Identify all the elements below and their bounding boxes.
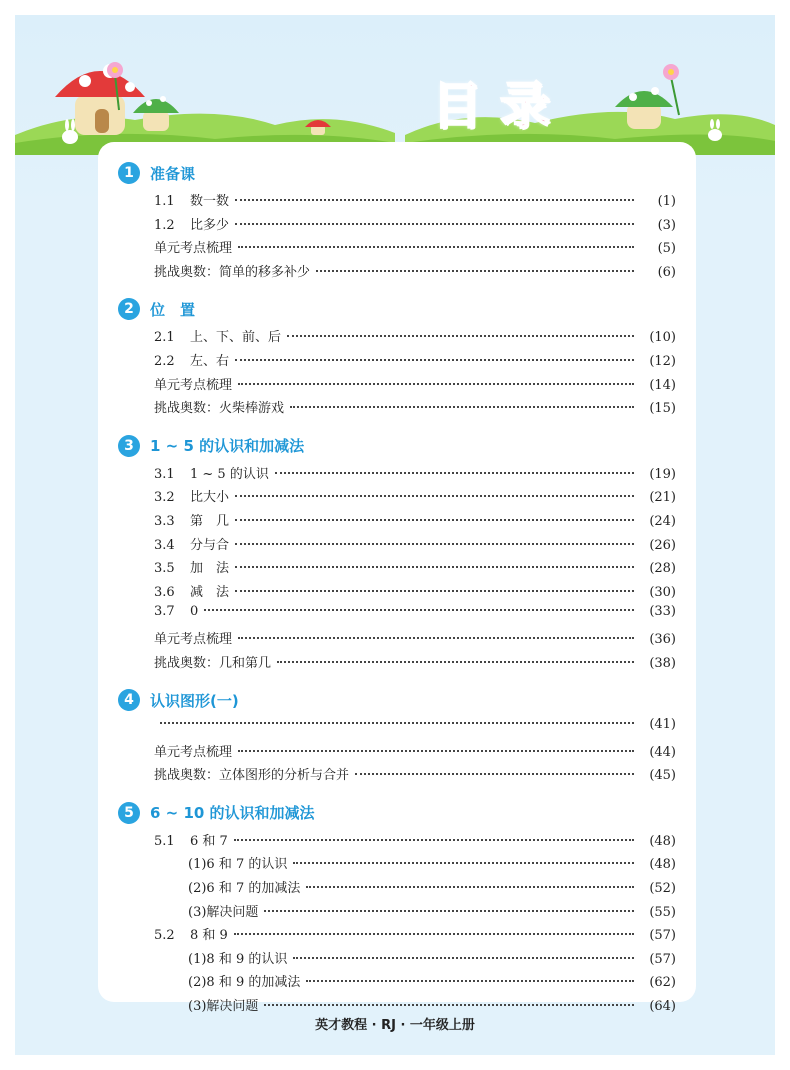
dot-leader <box>234 933 634 935</box>
entry-label: 比大小 <box>190 490 230 506</box>
entry-number: 1.2 <box>154 217 175 233</box>
entry-number: 3.7 <box>154 604 175 620</box>
chapter-number-badge: 3 <box>118 435 140 457</box>
toc-entry[interactable] <box>118 326 676 350</box>
entry-number: 3.1 <box>154 466 175 482</box>
chapter-section <box>118 296 676 420</box>
entry-label: 单元考点梳理 <box>154 241 233 257</box>
entry-page-number: (62) <box>649 975 676 991</box>
toc-entry[interactable] <box>118 534 676 558</box>
toc-entry[interactable] <box>118 741 676 765</box>
entry-label: 第 几 <box>190 513 230 529</box>
entry-number: 2.2 <box>154 353 175 369</box>
dot-leader <box>238 246 634 248</box>
title-container <box>395 72 605 135</box>
entry-number: 3.3 <box>154 513 175 529</box>
entry-page-number: (28) <box>649 561 676 577</box>
entry-label: 分与合 <box>190 537 230 553</box>
entry-label: 单元考点梳理 <box>154 744 233 760</box>
toc-entry[interactable] <box>118 581 676 605</box>
entry-label: 挑战奥数：简单的移多补少 <box>154 264 311 280</box>
entry-page-number: (6) <box>657 264 676 280</box>
entry-label: 左、右 <box>190 353 230 369</box>
entry-page-number: (15) <box>649 401 676 417</box>
flower-icon <box>663 64 679 115</box>
chapter-title: 准备课 <box>150 164 196 183</box>
toc-entry[interactable] <box>118 971 676 995</box>
chapter-title: 6 ~ 10 的认识和加减法 <box>150 804 315 823</box>
toc-entry[interactable] <box>118 397 676 421</box>
dot-leader <box>235 543 634 545</box>
toc-entry[interactable] <box>118 830 676 854</box>
entry-label: 减 法 <box>190 584 230 600</box>
entry-page-number: (12) <box>649 353 676 369</box>
chapter-section <box>118 687 676 788</box>
entry-page-number: (30) <box>649 584 676 600</box>
dot-leader <box>238 637 634 639</box>
dot-leader <box>238 750 634 752</box>
entry-page-number: (41) <box>649 717 676 733</box>
toc-entry[interactable] <box>118 261 676 285</box>
dot-leader <box>235 359 634 361</box>
entry-page-number: (5) <box>657 241 676 257</box>
dot-leader <box>235 566 634 568</box>
dot-leader <box>306 980 634 982</box>
chapter-heading[interactable] <box>118 800 676 826</box>
entry-page-number: (45) <box>649 768 676 784</box>
toc-entry[interactable] <box>118 604 676 628</box>
table-of-contents <box>118 160 676 1031</box>
entry-label: 单元考点梳理 <box>154 631 233 647</box>
dot-leader <box>275 472 634 474</box>
entry-page-number: (57) <box>649 951 676 967</box>
chapter-title: 1 ~ 5 的认识和加减法 <box>150 437 305 456</box>
entry-page-number: (33) <box>649 604 676 620</box>
entry-number: 3.4 <box>154 537 175 553</box>
dot-leader <box>306 886 634 888</box>
toc-entry[interactable] <box>118 237 676 261</box>
entry-page-number: (48) <box>649 833 676 849</box>
toc-entry[interactable] <box>118 764 676 788</box>
chapter-number-badge: 5 <box>118 802 140 824</box>
chapter-number-badge: 2 <box>118 298 140 320</box>
entry-page-number: (19) <box>649 466 676 482</box>
dot-leader <box>235 495 634 497</box>
toc-entry[interactable] <box>118 190 676 214</box>
toc-entry[interactable] <box>118 557 676 581</box>
entry-page-number: (64) <box>649 999 676 1015</box>
toc-entry[interactable] <box>118 374 676 398</box>
dot-leader <box>204 609 634 611</box>
chapter-section <box>118 160 676 284</box>
footer-text: 英才教程 · RJ · 一年级上册 <box>315 1018 475 1033</box>
entry-number: 5.1 <box>154 833 175 849</box>
dot-leader <box>293 957 634 959</box>
entry-page-number: (57) <box>649 928 676 944</box>
toc-entry[interactable] <box>118 717 676 741</box>
dot-leader <box>287 335 634 337</box>
entry-label: (1)8 和 9 的认识 <box>188 951 288 967</box>
toc-entry[interactable] <box>118 652 676 676</box>
entry-label: (2)8 和 9 的加减法 <box>188 975 301 991</box>
chapter-heading[interactable] <box>118 296 676 322</box>
entry-label: 单元考点梳理 <box>154 377 233 393</box>
entry-label: 上、下、前、后 <box>190 330 282 346</box>
toc-entry[interactable] <box>118 463 676 487</box>
dot-leader <box>235 590 634 592</box>
dot-leader <box>235 199 634 201</box>
entry-page-number: (44) <box>649 744 676 760</box>
entry-label: 8 和 9 <box>190 928 228 944</box>
dot-leader <box>234 839 634 841</box>
entry-label: (3)解决问题 <box>188 999 259 1015</box>
chapter-heading[interactable] <box>118 160 676 186</box>
entry-number: 1.1 <box>154 194 175 209</box>
entry-label: 比多少 <box>190 217 230 233</box>
entry-number: 3.2 <box>154 490 175 506</box>
toc-entry[interactable] <box>118 853 676 877</box>
dot-leader <box>160 722 634 724</box>
toc-entry[interactable] <box>118 628 676 652</box>
dot-leader <box>238 383 634 385</box>
dot-leader <box>264 1004 634 1006</box>
entry-label: (2)6 和 7 的加减法 <box>188 881 301 897</box>
chapter-heading[interactable] <box>118 433 676 459</box>
entry-page-number: (52) <box>649 881 676 897</box>
entry-page-number: (3) <box>657 217 676 233</box>
toc-entry[interactable] <box>118 214 676 238</box>
chapter-title: 位 置 <box>150 300 196 319</box>
toc-entry[interactable] <box>118 877 676 901</box>
dot-leader <box>235 223 634 225</box>
dot-leader <box>316 270 634 272</box>
chapter-section <box>118 800 676 1019</box>
entry-page-number: (48) <box>649 857 676 873</box>
entry-label: 数一数 <box>190 194 230 209</box>
toc-entry[interactable] <box>118 948 676 972</box>
entry-number: 5.2 <box>154 928 175 944</box>
entry-page-number: (1) <box>657 194 676 209</box>
entry-number: 3.6 <box>154 584 175 600</box>
entry-label: 挑战奥数：几和第几 <box>154 655 272 671</box>
dot-leader <box>264 910 634 912</box>
entry-label: 0 <box>190 604 199 620</box>
entry-label: 挑战奥数：立体图形的分析与合并 <box>154 768 350 784</box>
entry-page-number: (24) <box>649 513 676 529</box>
entry-page-number: (10) <box>649 330 676 346</box>
toc-entry[interactable] <box>118 924 676 948</box>
chapter-number-badge: 1 <box>118 162 140 184</box>
toc-entry[interactable] <box>118 486 676 510</box>
entry-page-number: (21) <box>649 490 676 506</box>
chapter-heading[interactable] <box>118 687 676 713</box>
entry-page-number: (38) <box>649 655 676 671</box>
entry-page-number: (14) <box>649 377 676 393</box>
dot-leader <box>355 773 634 775</box>
dot-leader <box>290 406 634 408</box>
entry-label: (1)6 和 7 的认识 <box>188 857 288 873</box>
dot-leader <box>235 519 634 521</box>
page-title: 目录 <box>432 77 568 135</box>
dot-leader <box>293 862 634 864</box>
chapter-title: 认识图形(一) <box>150 691 239 710</box>
dot-leader <box>277 661 634 663</box>
entry-label: 1 ~ 5 的认识 <box>190 466 269 482</box>
chapter-number-badge: 4 <box>118 689 140 711</box>
entry-number: 3.5 <box>154 561 175 577</box>
entry-page-number: (36) <box>649 631 676 647</box>
toc-entry[interactable] <box>118 510 676 534</box>
toc-entry[interactable] <box>118 901 676 925</box>
entry-page-number: (55) <box>649 904 676 920</box>
entry-label: (3)解决问题 <box>188 904 259 920</box>
entry-number: 2.1 <box>154 330 175 346</box>
chapter-section <box>118 433 676 675</box>
toc-entry[interactable] <box>118 350 676 374</box>
entry-label: 挑战奥数：火柴棒游戏 <box>154 401 285 417</box>
entry-label: 6 和 7 <box>190 833 228 849</box>
entry-page-number: (26) <box>649 537 676 553</box>
entry-label: 加 法 <box>190 561 230 577</box>
